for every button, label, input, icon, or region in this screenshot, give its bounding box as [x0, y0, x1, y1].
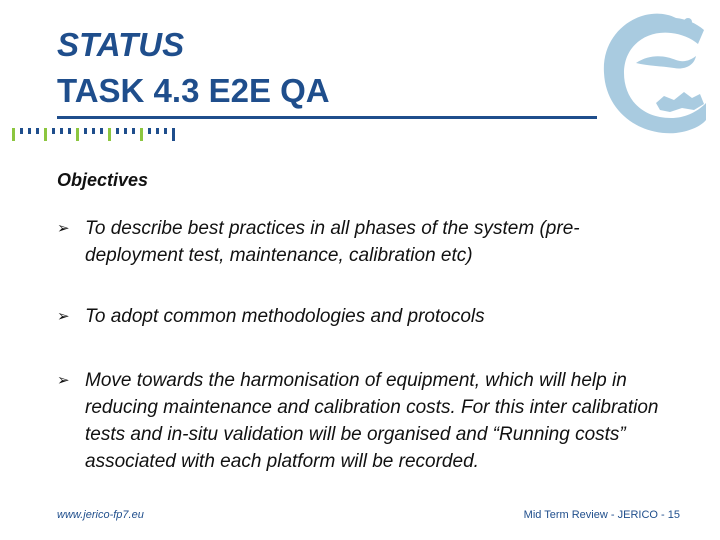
bullet-text-2: To adopt common methodologies and protocols	[85, 306, 485, 327]
footer-review-label: Mid Term Review	[523, 509, 608, 521]
slide-title-line-2: TASK 4.3 E2E QA	[57, 72, 330, 109]
bullet-item-2	[57, 303, 677, 330]
footer-project-label: JERICO	[617, 509, 658, 521]
title-underline-divider	[57, 116, 597, 119]
bullet-text-1: To describe best practices in all phases of the system (pre-deployment test, maintenance, calibration etc)	[85, 218, 580, 266]
bullet-text-3: Move towards the harmonisation of equipment, which will help in reducing maintenance and calibration costs. For this inter calibration tests and in-situ validation will be organised and “Running costs” associated with each platform will be recorded.	[85, 370, 659, 472]
footer-page-info	[524, 509, 680, 521]
objectives-heading: Objectives	[57, 170, 149, 190]
jerico-globe-logo-icon	[596, 8, 708, 140]
arrow-bullet-icon: ➢	[57, 372, 70, 389]
arrow-bullet-icon: ➢	[57, 308, 70, 325]
decorative-tick-marks-icon	[12, 124, 212, 144]
footer-website-link[interactable]: www.jerico-fp7.eu	[57, 509, 144, 521]
arrow-bullet-icon: ➢	[57, 220, 70, 237]
footer-separator: -	[661, 509, 665, 521]
footer-page-number: 15	[667, 509, 680, 521]
slide-title-line-1: STATUS	[57, 26, 185, 63]
bullet-item-1	[57, 215, 677, 269]
bullet-item-3	[57, 367, 677, 475]
footer-separator: -	[610, 509, 615, 521]
